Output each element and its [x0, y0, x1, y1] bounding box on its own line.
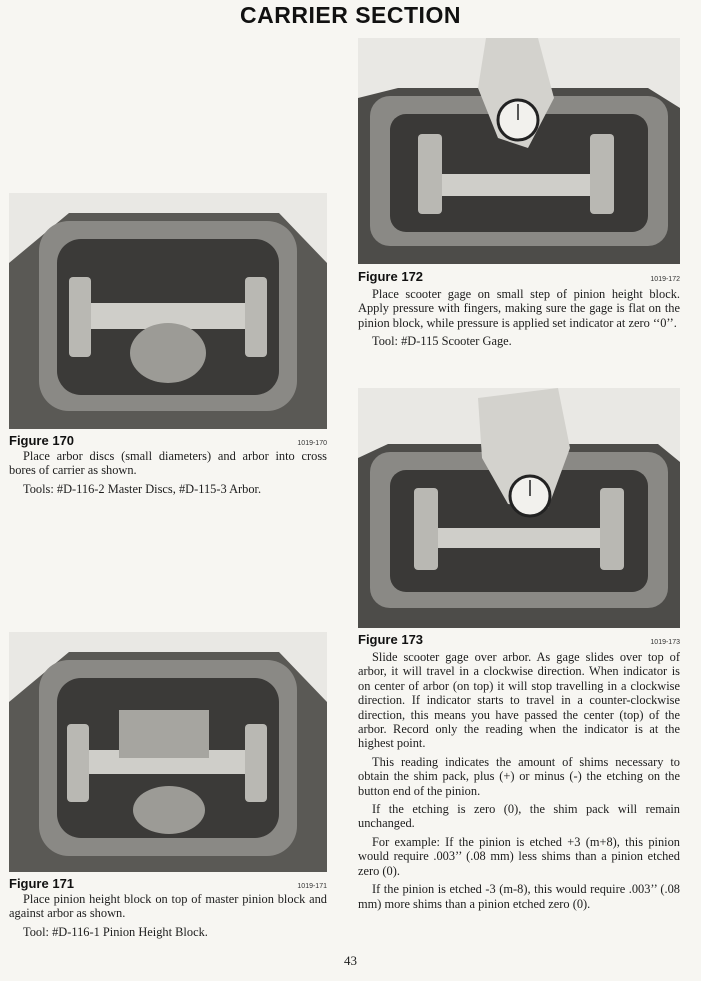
figure-171-header: [9, 875, 327, 891]
figure-170-code: 1019-170: [297, 440, 327, 447]
figure-170-caption: [9, 449, 327, 500]
figure-170-label: Figure 170: [9, 433, 75, 448]
figure-171-text: Place pinion height block on top of master pinion block and against arbor as shown.: [9, 892, 327, 921]
figure-172-caption: [358, 287, 680, 353]
figure-173-paragraph: If the pinion is etched -3 (m-8), this would require .003’’ (.08 mm) more shims than a pinion etched zero (0).: [358, 882, 680, 911]
figure-172-photo: [358, 38, 680, 264]
figure-170-header: [9, 432, 327, 448]
figure-173-code: 1019-173: [650, 639, 680, 646]
figure-171-code: 1019-171: [297, 883, 327, 890]
page-number: 43: [344, 953, 357, 968]
figure-172-header: [358, 268, 680, 284]
figure-171-caption: [9, 892, 327, 943]
figure-171-photo: [9, 632, 327, 872]
page-title: CARRIER SECTION: [240, 2, 461, 28]
figure-173-label: Figure 173: [358, 632, 424, 647]
figure-173-caption: [358, 650, 680, 915]
figure-173-paragraph: This reading indicates the amount of shims necessary to obtain the shim pack, plus (+) or minus (-) the etching on the button end of the pinion.: [358, 754, 680, 798]
figure-171-label: Figure 171: [9, 876, 75, 891]
figure-173-paragraph: For example: If the pinion is etched +3 (m+8), this pinion would require .003’’ (.08 mm) less shims than a pinion etched zero (0).: [358, 834, 680, 878]
figure-172-tool: Tool: #D-115 Scooter Gage.: [372, 334, 512, 349]
figure-170-photo: [9, 193, 327, 429]
figure-173-photo: [358, 388, 680, 628]
figure-171-tool: Tool: #D-116-1 Pinion Height Block.: [23, 924, 208, 939]
figure-172-label: Figure 172: [358, 269, 424, 284]
figure-170-text: Place arbor discs (small diameters) and arbor into cross bores of carrier as shown.: [9, 449, 327, 478]
figure-173-paragraph: Slide scooter gage over arbor. As gage slides over top of arbor, it will travel in a clockwise direction. When indicator is on center of arbor (on top) it will stop travelling in a clockwise direction. If indicator starts to travel in a counter-clockwise direction, this means you have passed the center (top) of the arbor. Record only the reading when the indicator is at the highest point.: [358, 650, 680, 751]
figure-170-tool: Tools: #D-116-2 Master Discs, #D-115-3 Arbor.: [23, 481, 262, 496]
figure-172-text: Place scooter gage on small step of pinion height block. Apply pressure with fingers, making sure the gage is flat on the pinion block, while pressure is applied set indicator at zero ‘‘0’’.: [358, 287, 680, 330]
figure-173-paragraph: If the etching is zero (0), the shim pack will remain unchanged.: [358, 802, 680, 831]
figure-172-code: 1019-172: [650, 276, 680, 283]
figure-173-header: [358, 631, 680, 647]
